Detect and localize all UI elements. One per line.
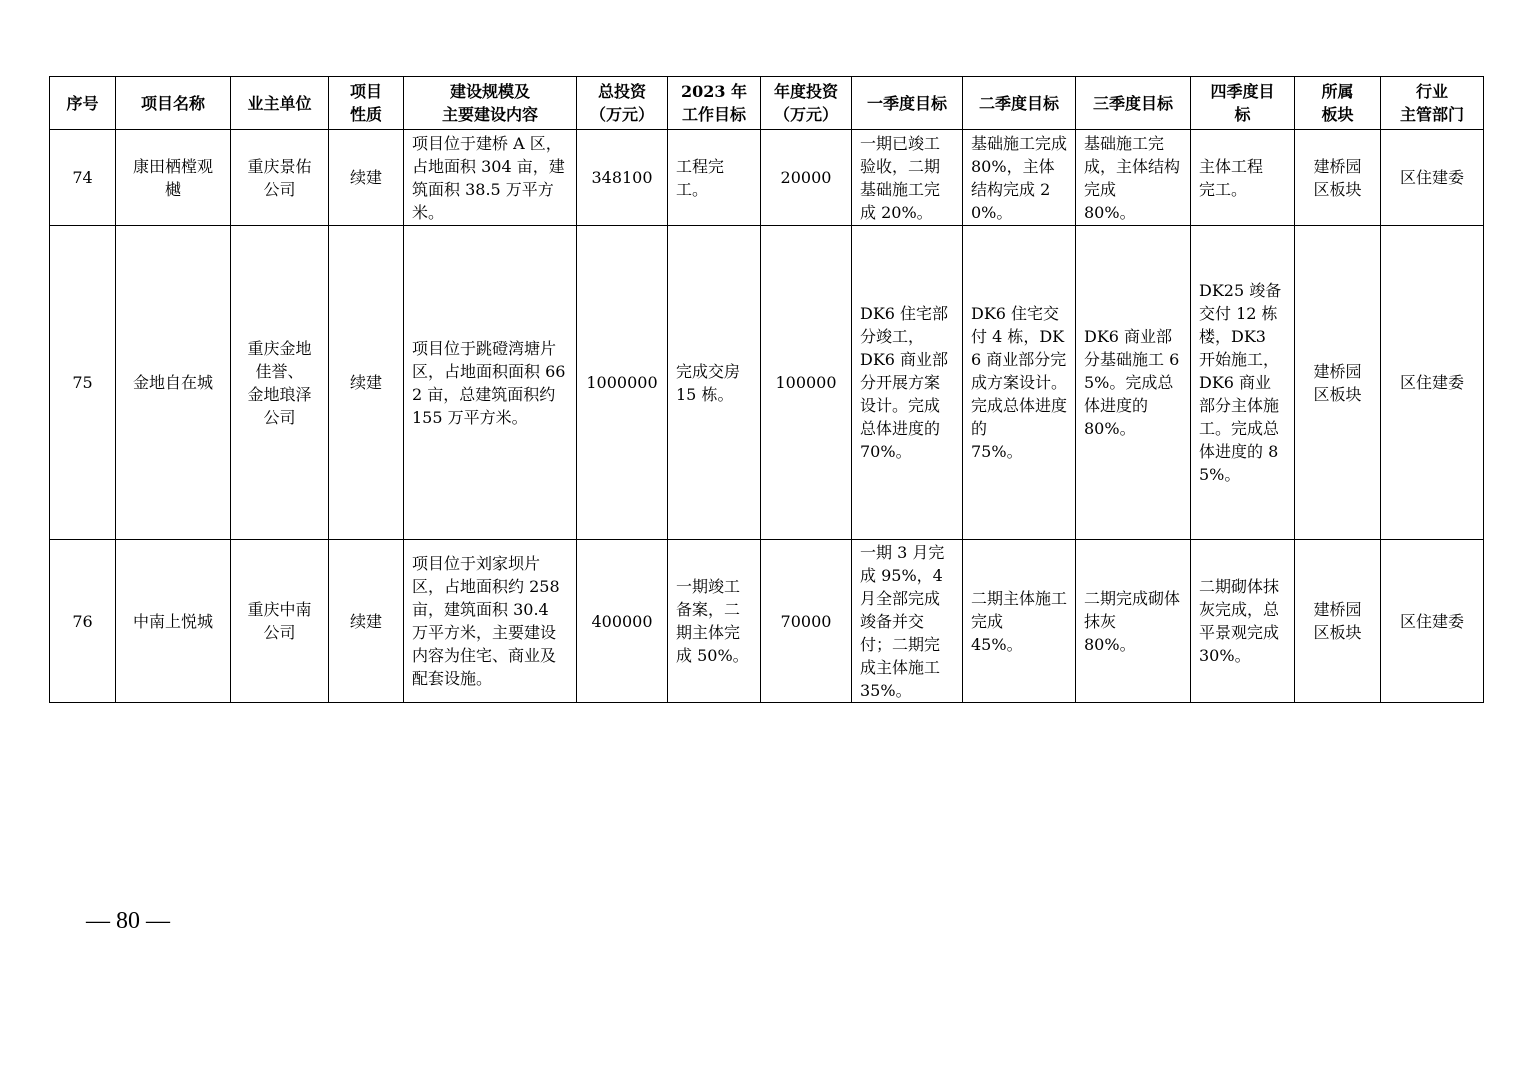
cell-q4: DK25 竣备交付 12 栋楼，DK3 开始施工，DK6 商业部分主体施工。完成总体进度的 85%。 [1191, 226, 1295, 540]
table-row [50, 226, 1484, 540]
cell-q3: 基础施工完成，主体结构完成 80%。 [1076, 130, 1191, 226]
cell-department: 区住建委 [1381, 130, 1484, 226]
header-q1: 一季度目标 [852, 77, 963, 130]
header-nature: 项目 性质 [329, 77, 404, 130]
table-header-row [50, 77, 1484, 130]
cell-owner: 重庆景佑 公司 [231, 130, 329, 226]
cell-total-investment: 1000000 [577, 226, 668, 540]
cell-total-investment: 400000 [577, 540, 668, 703]
cell-q4: 主体工程 完工。 [1191, 130, 1295, 226]
header-project-name: 项目名称 [116, 77, 231, 130]
cell-sector: 建桥园 区板块 [1295, 540, 1381, 703]
cell-q1: DK6 住宅部分竣工， DK6 商业部分开展方案设计。完成总体进度的 70%。 [852, 226, 963, 540]
header-q3: 三季度目标 [1076, 77, 1191, 130]
cell-scope: 项目位于建桥 A 区，占地面积 304 亩，建筑面积 38.5 万平方米。 [404, 130, 577, 226]
header-q2: 二季度目标 [963, 77, 1076, 130]
cell-q2: 二期主体施工完成 45%。 [963, 540, 1076, 703]
cell-department: 区住建委 [1381, 226, 1484, 540]
header-annual-investment: 年度投资 （万元） [761, 77, 852, 130]
cell-annual-investment: 70000 [761, 540, 852, 703]
cell-project-name: 康田栖樘观 樾 [116, 130, 231, 226]
cell-nature: 续建 [329, 226, 404, 540]
cell-no: 75 [50, 226, 116, 540]
cell-project-name: 中南上悦城 [116, 540, 231, 703]
cell-no: 76 [50, 540, 116, 703]
header-total-investment: 总投资 （万元） [577, 77, 668, 130]
cell-department: 区住建委 [1381, 540, 1484, 703]
cell-goal-2023: 工程完 工。 [668, 130, 761, 226]
header-no: 序号 [50, 77, 116, 130]
cell-total-investment: 348100 [577, 130, 668, 226]
cell-scope: 项目位于跳磴湾塘片区，占地面积面积 662 亩，总建筑面积约 155 万平方米。 [404, 226, 577, 540]
cell-scope: 项目位于刘家坝片区，占地面积约 258 亩，建筑面积 30.4 万平方米，主要建设内容为住宅、商业及配套设施。 [404, 540, 577, 703]
cell-annual-investment: 20000 [761, 130, 852, 226]
cell-q1: 一期 3 月完成 95%，4 月全部完成竣备并交付；二期完成主体施工 35%。 [852, 540, 963, 703]
cell-q2: 基础施工完成 80%，主体结构完成 20%。 [963, 130, 1076, 226]
cell-nature: 续建 [329, 540, 404, 703]
header-scope: 建设规模及 主要建设内容 [404, 77, 577, 130]
cell-q2: DK6 住宅交付 4 栋，DK6 商业部分完成方案设计。完成总体进度的 75%。 [963, 226, 1076, 540]
cell-goal-2023: 完成交房 15 栋。 [668, 226, 761, 540]
cell-sector: 建桥园 区板块 [1295, 130, 1381, 226]
cell-project-name: 金地自在城 [116, 226, 231, 540]
cell-sector: 建桥园 区板块 [1295, 226, 1381, 540]
header-owner: 业主单位 [231, 77, 329, 130]
project-table [49, 76, 1484, 703]
header-sector: 所属 板块 [1295, 77, 1381, 130]
header-q4: 四季度目 标 [1191, 77, 1295, 130]
cell-q1: 一期已竣工验收，二期基础施工完成 20%。 [852, 130, 963, 226]
cell-q3: DK6 商业部分基础施工 65%。完成总体进度的 80%。 [1076, 226, 1191, 540]
table-row [50, 130, 1484, 226]
cell-annual-investment: 100000 [761, 226, 852, 540]
cell-no: 74 [50, 130, 116, 226]
cell-q4: 二期砌体抹灰完成，总平景观完成 30%。 [1191, 540, 1295, 703]
header-goal-2023: 2023 年 工作目标 [668, 77, 761, 130]
cell-q3: 二期完成砌体抹灰 80%。 [1076, 540, 1191, 703]
cell-owner: 重庆中南 公司 [231, 540, 329, 703]
cell-goal-2023: 一期竣工备案，二期主体完成 50%。 [668, 540, 761, 703]
table-row [50, 540, 1484, 703]
header-department: 行业 主管部门 [1381, 77, 1484, 130]
cell-owner: 重庆金地 佳誉、 金地琅泽 公司 [231, 226, 329, 540]
page-number: — 80 — [86, 908, 170, 934]
cell-nature: 续建 [329, 130, 404, 226]
